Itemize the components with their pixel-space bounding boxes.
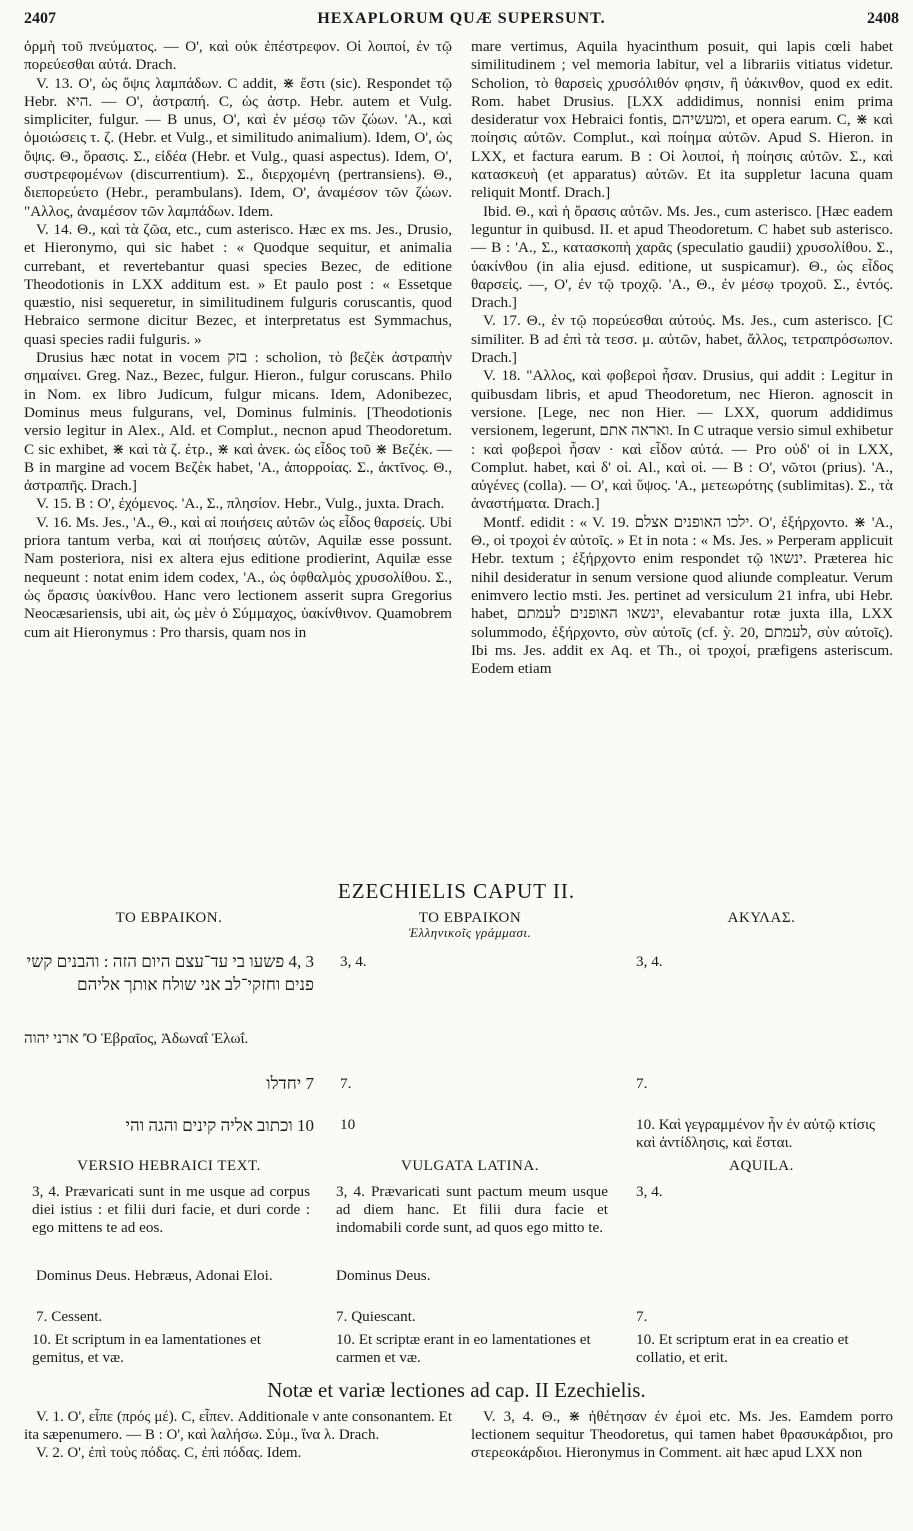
- commentary-paragraph: V. 18. "Αλλος, καὶ φοβεροὶ ἦσαν. Drusius, qui addit : Legitur in quibusdam libris, et apud Theodoretum, nec Hieron. agnoscit in versione. [Lege, nec non Hier. — LXX, quorum addidimus versionem, legerunt, ואראה אתם. In C utraque versio simul exhibetur : καὶ φοβεροὶ ἦσαν · καὶ εἶδον αὐτά. — Pro οὐδ' οἱ in LXX, Complut. habet, καὶ δ' οἱ. Al., καὶ οἱ. — B : Ο', νῶτοι (prius). 'Α., αὐγένες (colla). — Ο', καὶ ὕψος. 'Α., μετεωρότης (sublimitas). Σ., τὰ ἀναστήματα. Drach.]: [471, 367, 893, 513]
- hebrew-greek-header-title: ΤΟ ΕΒΡΑΙΚΟΝ: [418, 910, 522, 926]
- versio-hebraici-verse-3-4: 3, 4. Prævaricati sunt in me usque ad corpus diei istius : et filii duri facie, et duri corde : ego mittens te ad eos.: [32, 1183, 310, 1236]
- versio-hebraici-verse-7: 7. Cessent.: [36, 1308, 103, 1325]
- vulgata-divine-name: Dominus Deus.: [336, 1267, 431, 1284]
- note-paragraph: V. 1. Ο', εἶπε (πρός μέ). C, εἶπεν. Additionale ν ante consonantem. Et ita sæpenumero. — B : Ο', καὶ λαλήσω. Σύμ., ἵνα λ. Drach.: [24, 1409, 452, 1443]
- commentary-paragraph: V. 16. Ms. Jes., 'Α., Θ., καὶ αἱ ποιήσεις αὐτῶν ὡς εἶδος θαρσείς. Ubi priora tantum verba, καὶ αἱ ποιήσεις αὐτῶν, Aquilæ esse possunt. Nam posteriora, nisi ex altera ejus editione prodierint, Aquilæ esse nequeunt : notat enim idem codex, 'Α., ὡς ὀφθαλμὸς χρυσολίθου. Σ., ὡς ὅρασις ὑακίνθου. Hanc vero lectionem asserit supra Gregorius Neocæsariensis, ubi ait, ὡς μὲν ὁ Σύμμαχος, ὑακίνθινον. Quamobrem cum ait Hieronymus : Pro tharsis, quam nos in: [24, 513, 452, 641]
- commentary-paragraph: V. 14. Θ., καὶ τὰ ζῶα, etc., cum asterisco. Hæc ex ms. Jes., Drusio, et Hieronymo, qui sic habet : « Quodque sequitur, et animalia currebant, et revertebantur quasi species Bezec, de editione Theodotionis in LXX additum est. » Et paulo post : « Essetque quæstio, nisi sequeretur, in similitudinem fulguris coruscantis, quod Hebraico sermone dicitur Bezec, et interpretatus est Symmachus, quasi species radii fulguris. »: [24, 220, 452, 348]
- hebrew-greek-letters-header: [330, 910, 610, 941]
- hebrew-verse-7: 7 יחדלו: [266, 1074, 314, 1093]
- hebrew-greek-verse-10: 10: [340, 1116, 356, 1133]
- notes-left-column: [24, 1408, 452, 1462]
- notes-right-column: [471, 1408, 893, 1462]
- hebrew-greek-header-subtitle: Ἑλληνικοῖς γράμμασι.: [408, 925, 532, 940]
- notes-heading: Notæ et variæ lectiones ad cap. II Ezechielis.: [267, 1378, 646, 1402]
- aquila-greek-header: ΑΚΥΛΑΣ.: [727, 910, 796, 926]
- note-paragraph: V. 2. Ο', ἐπὶ τοὺς πόδας. C, ἐπὶ πόδας. Idem.: [36, 1445, 302, 1461]
- aquila-verse-7: 7.: [636, 1075, 648, 1092]
- versio-hebraici-divine-name: Dominus Deus. Hebræus, Adonai Eloi.: [36, 1267, 273, 1284]
- commentary-right-column: [471, 38, 893, 678]
- hebrew-verse-3-4: 3 ,4 פשעו בי עד־עצם היום הזה : והבנים קשי פנים וחזקי־לב אני שולח אותך אליהם: [26, 952, 314, 994]
- hebrew-greek-verse-3-4: 3, 4.: [340, 953, 367, 970]
- hebrew-verse-10: 10 וכתוב אליה קינים והגה והי: [125, 1116, 314, 1135]
- aquila-latin-verse-7: 7.: [636, 1308, 648, 1325]
- commentary-paragraph: Montf. edidit : « V. 19. ילכו האופנים אצלם. Ο', ἐξήρχοντο. ⋇ 'Α., Θ., οἱ τροχοὶ ἐν αὐτοῖς. » Et in nota : « Ms. Jes. » Perperam applicuit Hebr. textum ; ἐξήρχοντο enim respondet τῷ ינשאו. Præterea hic nihil desideratur in senum versione quod aliunde compleatur. Verum enimvero lectio msti. Jes. pertinet ad versiculum 21 infra, ubi Hebr. habet, ינשאו האופנים לעמתם, elevabantur rotæ juxta illa, LXX solummodo, ἐξήρχοντο, σὺν αὐτοῖς (cf. ỳ. 20, לעמתם, σὺν αὐτοῖς). Ibi ms. Jes. addit ex Aq. et Th., οἱ τροχοί, præfigens asteriscum. Eodem etiam: [471, 513, 894, 678]
- versio-hebraici-verse-10: 10. Et scriptum in ea lamentationes et gemitus, et væ.: [32, 1331, 262, 1366]
- vulgata-latina-header: VULGATA LATINA.: [401, 1158, 539, 1174]
- commentary-paragraph: V. 17. Θ., ἐν τῷ πορεύεσθαι αὐτούς. Ms. Jes., cum asterisco. [C similiter. B ad ἐπὶ τὰ τεσσ. μ. αὐτῶν, habet, ἄλλος, τετραπρόσωπον. Drach.]: [471, 312, 893, 367]
- vulgata-verse-7: 7. Quiescant.: [336, 1308, 416, 1325]
- aquila-latin-header: AQUILA.: [729, 1158, 794, 1174]
- page-number-right: 2408: [867, 10, 899, 27]
- running-title: HEXAPLORUM QUÆ SUPERSUNT.: [317, 10, 606, 27]
- hebrew-text-header: ΤΟ ΕΒΡΑΙΚΟΝ.: [115, 910, 223, 926]
- running-header: [24, 10, 899, 34]
- versio-hebraici-header: VERSIO HEBRAICI TEXT.: [77, 1158, 261, 1174]
- commentary-paragraph: mare vertimus, Aquila hyacinthum posuit, qui lapis cœli habet similitudinem ; vel memoria labitur, vel a librariis vitiatus videtur. Scholion, τὸ θαρσεὶς χρυσόλιθόν φησιν, ἢ ὑάκινθον, quod ex edit. Rom. habet Drusius. [LXX addidimus, nonnisi enim prima desideratur vox Hebraici fontis, ומעשיהם, et opera earum. C, ⋇ καὶ ποίησις αὐτῶν. Complut., καὶ ποίημα αὐτῶν. Apud S. Hieron. in LXX, et factura earum. B : Οἱ λοιποί, ἡ ποίησις αὐτῶν. Σ., καὶ κατασκευὴ (et apparatus) αὐτῶν. Et ita suppletur lacuna quam reliquit Montf. Drach.]: [471, 38, 893, 202]
- vulgata-verse-3-4: 3, 4. Prævaricati sunt pactum meum usque ad diem hanc. Et filii dura facie et indomabili corde sunt, ad quos ego mitto te.: [336, 1183, 608, 1236]
- commentary-paragraph: V. 15. B : Ο', ἐχόμενος. 'Α., Σ., πλησίον. Hebr., Vulg., juxta. Drach.: [36, 495, 445, 513]
- chapter-heading: EZECHIELIS CAPUT II.: [337, 879, 576, 903]
- commentary-paragraph: ὁρμὴ τοῦ πνεύματος. — Ο', καὶ οὐκ ἐπέστρεφον. Οἱ λοιποί, ἐν τῷ πορεύεσθαι αὐτά. Drach.: [24, 38, 452, 74]
- commentary-paragraph: V. 13. Ο', ὡς ὄψις λαμπάδων. C addit, ⋇ ἔστι (sic). Respondet τῷ Hebr. היא. — Ο', ἀστραπή. C, ὡς ἀστρ. Hebr. autem et Vulg. simpliciter, fulgur. — B unus, Ο', καὶ ἐν μέσῳ τῶν ζώων. 'Α., καὶ ὁμοιώσεις τ. ζ. (Hebr. et Vulg., et similitudo animalium). Idem, Ο', ὡς ὄψις. Θ., ὅρασις. Σ., εἰδέα (Hebr. et Vulg., quasi aspectus). Idem, Ο', συστρεφομένων (discurrentium). Σ., διερχομένη (pertransiens). Θ., διεπορεύετο (Hebr., perambulans). Idem, Ο', ἀναμέσον τῶν ζώων. "Αλλος, ἀναμέσον τῶν λαμπάδων. Idem.: [24, 74, 453, 220]
- hebrew-divine-name: ארני יהוה 'Ὁ Ἑβραῖος, Ἀδωναΐ Ἐλωΐ.: [24, 1030, 249, 1047]
- aquila-verse-10: 10. Καὶ γεγραμμένον ἦν ἐν αὐτῷ κτίσις καὶ ἀντίδλησις, καὶ ἔσται.: [636, 1116, 876, 1151]
- hebrew-greek-verse-7: 7.: [340, 1075, 352, 1092]
- aquila-latin-verse-3-4: 3, 4.: [636, 1183, 663, 1200]
- aquila-latin-verse-10: 10. Et scriptum erat in ea creatio et collatio, et erit.: [636, 1331, 849, 1366]
- commentary-paragraph: Drusius hæc notat in vocem בזק : scholion, τὸ βεζὲκ ἀστραπὴν σημαίνει. Greg. Naz., Bezec, fulgur. Hieron., fulgur coruscans. Philo in Nom. ex libro Judicum, fulgur micans. Idem, Adonibezec, Dominus meus fulgurans, vel, Dominus fulminis. [Theodotionis versio legitur in Alex., Ald. et Complut., necnon apud Theodoretum. C sic exhibet, ⋇ καὶ τὰ ζ. ἐτρ., ⋇ καὶ ἀνεκ. ὡς εἶδος τοῦ ⋇ Βεζέκ. — B in margine ad vocem Βεζὲκ habet, 'Α., ἀπορροίας. Σ., ἀκτῖνος. Θ., ἀστραπῆς. Drach.]: [24, 349, 452, 495]
- note-paragraph: V. 3, 4. Θ., ⋇ ἠθέτησαν ἐν ἐμοὶ etc. Ms. Jes. Eamdem porro lectionem sequitur Theodoretus, qui tamen habet θρασυκάρδιοι, pro στερεοκάρδιοι. Hieronymus in Comment. ait hæc apud LXX non: [471, 1409, 893, 1461]
- vulgata-verse-10: 10. Et scriptæ erant in eo lamentationes et carmen et væ.: [336, 1331, 591, 1366]
- page-number-left: 2407: [24, 10, 56, 27]
- commentary-paragraph: Ibid. Θ., καὶ ἡ ὅρασις αὐτῶν. Ms. Jes., cum asterisco. [Hæc eadem leguntur in quibusd. II. et apud Theodoretum. C habet sub asterisco. — B : 'Α., Σ., κατασκοπὴ χαρᾶς (speculatio gaudii) χρυσολίθου. Σ., ὑακίνθου (in alia ejusd. editione, ut suspicamur). Θ., ὡς εἶδος θαρσείς. —, Ο', ἐν τῷ τροχῷ. 'Α., Θ., ἐν μέσῳ τροχοῦ. Σ., ἐντός. Drach.]: [471, 202, 893, 312]
- aquila-verse-3-4: 3, 4.: [636, 953, 663, 970]
- commentary-left-column: [24, 38, 452, 642]
